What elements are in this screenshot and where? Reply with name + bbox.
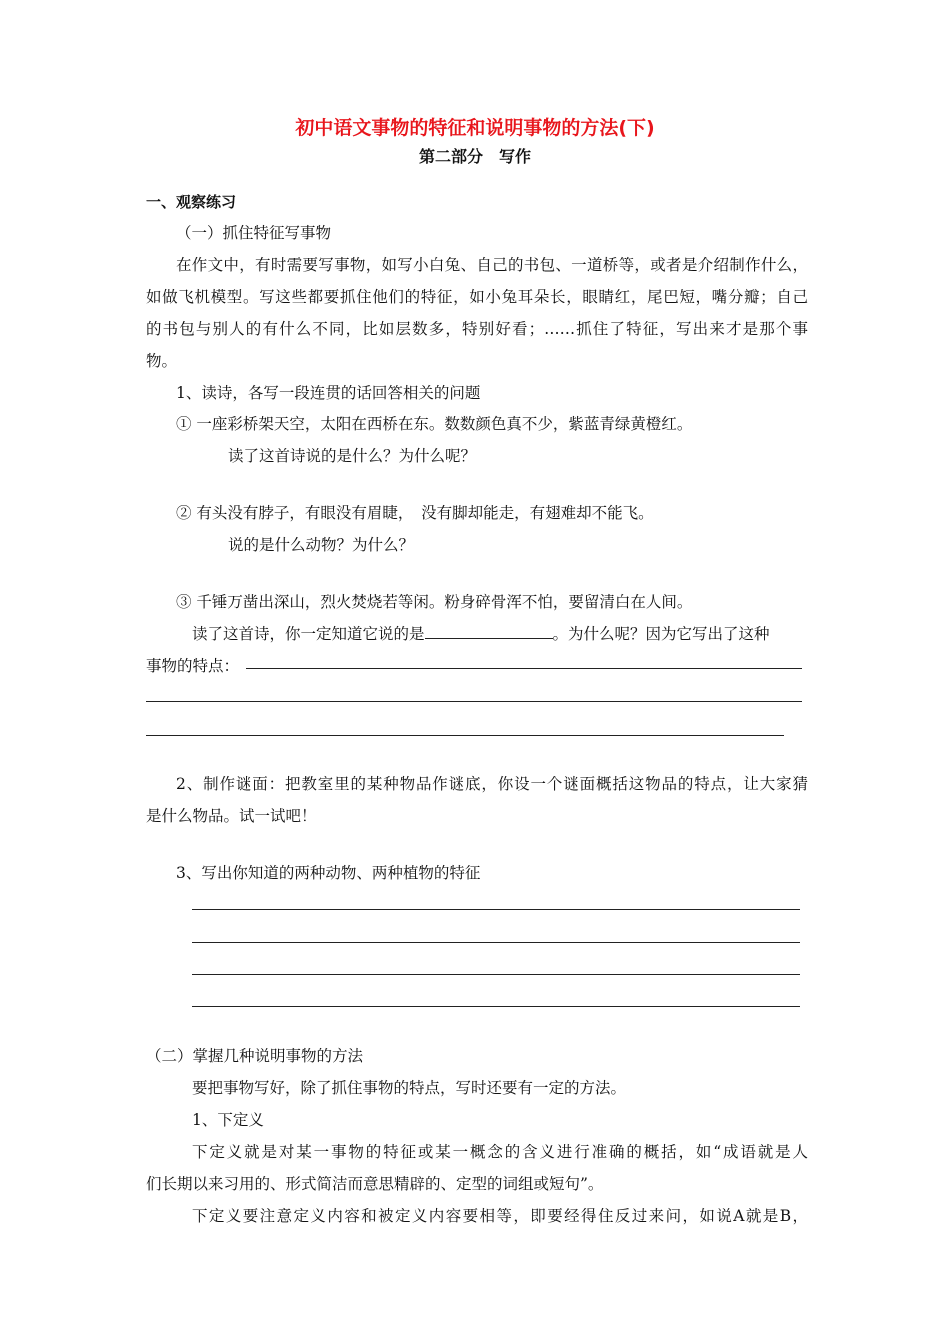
poem-1-question: 读了这首诗说的是什么？为什么呢？ xyxy=(228,447,477,465)
answer-line[interactable] xyxy=(146,735,784,736)
poem-3-question xyxy=(192,624,770,644)
document-subtitle: 第二部分 写作 xyxy=(418,147,531,166)
poem-3: ③ 千锤万凿出深山，烈火焚烧若等闲。粉身碎骨浑不怕，要留清白在人间。 xyxy=(176,593,693,611)
answer-line[interactable] xyxy=(192,909,800,910)
definition-paragraph-line: 下定义就是对某一事物的特征或某一概念的含义进行准确的概括，如“成语就是人 xyxy=(192,1143,808,1161)
intro-paragraph-line: 物。 xyxy=(146,352,178,370)
method-1-title: 1、下定义 xyxy=(192,1111,264,1129)
answer-line[interactable] xyxy=(146,701,802,702)
definition-paragraph-line: 们长期以来习用的、形式简洁而意思精辟的、定型的词组或短句”。 xyxy=(146,1175,604,1193)
poem-2: ② 有头没有脖子，有眼没有眉睫， 没有脚却能走，有翅难却不能飞。 xyxy=(176,504,654,522)
answer-line[interactable] xyxy=(246,668,802,669)
poem-3-question-line2: 事物的特点： xyxy=(146,657,240,675)
poem-1: ① 一座彩桥架天空，太阳在西桥在东。数数颜色真不少，紫蓝青绿黄橙红。 xyxy=(176,415,693,433)
question-2-line: 2、制作谜面：把教室里的某种物品作谜底，你设一个谜面概括这物品的特点，让大家猜 xyxy=(176,775,808,793)
poem-2-question: 说的是什么动物？为什么？ xyxy=(228,536,415,554)
intro-paragraph-line: 如做飞机模型。写这些都要抓住他们的特征，如小兔耳朵长，眼睛红，尾巴短，嘴分瓣；自己 xyxy=(146,288,808,306)
question-3: 3、写出你知道的两种动物、两种植物的特征 xyxy=(176,864,481,882)
answer-blank[interactable] xyxy=(425,624,553,639)
answer-line[interactable] xyxy=(192,1006,800,1007)
question-2-line: 是什么物品。试一试吧！ xyxy=(146,807,317,825)
intro-paragraph-line: 在作文中，有时需要写事物，如写小白兔、自己的书包、一道桥等，或者是介绍制作什么， xyxy=(176,256,808,274)
poem-3-question-after: 。为什么呢？因为它写出了这种 xyxy=(552,625,770,643)
methods-intro: 要把事物写好，除了抓住事物的特点，写时还要有一定的方法。 xyxy=(192,1079,627,1097)
document-title: 初中语文事物的特征和说明事物的方法(下) xyxy=(295,117,655,139)
answer-line[interactable] xyxy=(192,974,800,975)
definition-paragraph-line: 下定义要注意定义内容和被定义内容要相等，即要经得住反过来问，如说A就是B， xyxy=(192,1207,808,1225)
question-1: 1、读诗，各写一段连贯的话回答相关的问题 xyxy=(176,384,481,402)
poem-3-question-before: 读了这首诗，你一定知道它说的是 xyxy=(192,625,425,643)
answer-line[interactable] xyxy=(192,942,800,943)
subsection-heading-methods: （二）掌握几种说明事物的方法 xyxy=(146,1047,364,1065)
intro-paragraph-line: 的书包与别人的有什么不同，比如层数多，特别好看；……抓住了特征，写出来才是那个事 xyxy=(146,320,808,338)
section-heading-observation: 一、观察练习 xyxy=(146,193,237,211)
subsection-heading-features: （一）抓住特征写事物 xyxy=(176,224,332,242)
